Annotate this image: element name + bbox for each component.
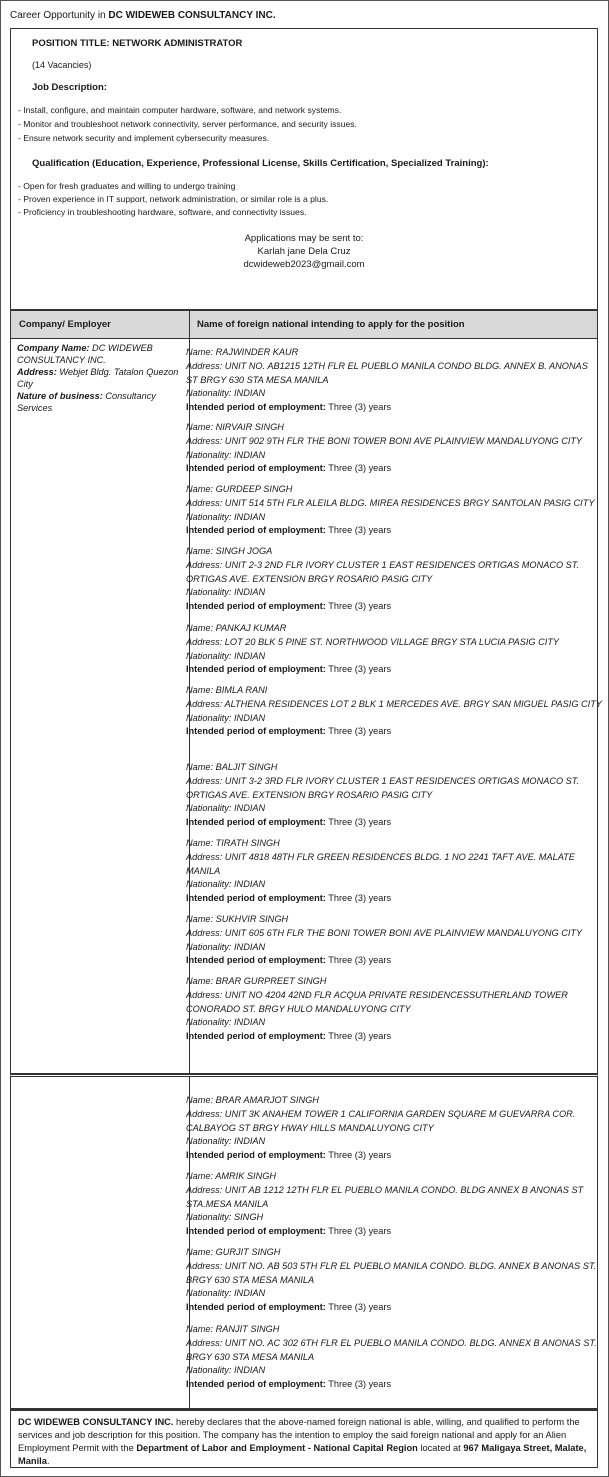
employment-period (186, 600, 602, 614)
footer-text: hereby declares that the above-named foreign national is able, willing, and qualified to perform the services and job description for this position. The company has the intention to employ the said foreign national and apply for an Alien Employment Permit with the (18, 1417, 580, 1453)
applicant-entry (186, 421, 602, 476)
declaration-footer (10, 1409, 598, 1468)
employment-period (186, 1149, 602, 1163)
applicant-nationality: Nationality: INDIAN (186, 1136, 266, 1147)
applicant-name: Name: TIRATH SINGH (186, 838, 280, 848)
job-description-item: - Monitor and troubleshoot network connectivity, server performance, and security issues. (18, 117, 357, 131)
employment-period-label: Intended period of employment: (186, 817, 326, 828)
employment-period (186, 1378, 602, 1392)
employer-cell (17, 342, 182, 414)
company-name-value: DC WIDEWEB CONSULTANCY INC. (17, 343, 153, 365)
vacancies: (14 Vacancies) (32, 60, 92, 70)
applicant-address: Address: UNIT 2-3 2ND FLR IVORY CLUSTER 1 EAST RESIDENCES ORTIGAS MONACO ST. ORTIGAS AVE. EXTENSION BRGY ROSARIO PASIG CITY (186, 559, 580, 584)
applicant-nationality: Nationality: SINGH (186, 1212, 264, 1223)
applicant-entry (186, 1323, 602, 1392)
applicant-name: Name: GURJIT SINGH (186, 1247, 281, 1257)
applicant-address: Address: UNIT 902 9TH FLR THE BONI TOWER BONI AVE PLAINVIEW MANDALUYONG CITY (186, 435, 583, 446)
applicant-name: Name: BRAR GURPREET SINGH (186, 976, 327, 986)
applicant-entry (186, 1094, 602, 1163)
applicant-nationality: Nationality: INDIAN (186, 388, 266, 399)
employment-period-label: Intended period of employment: (186, 955, 326, 966)
applicant-address: Address: UNIT 3-2 3RD FLR IVORY CLUSTER 1 EAST RESIDENCES ORTIGAS MONACO ST. ORTIGAS AVE. EXTENSION BRGY ROSARIO PASIG CITY (186, 775, 580, 800)
address-label: Address: (17, 367, 57, 377)
applicant-entry (186, 1246, 602, 1315)
employment-period-value: Three (3) years (325, 525, 392, 536)
employment-period-value: Three (3) years (325, 1379, 392, 1390)
employment-period-label: Intended period of employment: (186, 726, 326, 737)
applicant-nationality: Nationality: INDIAN (186, 1365, 266, 1376)
applicant-address: Address: UNIT AB 1212 12TH FLR EL PUEBLO MANILA CONDO. BLDG ANNEX B ANONAS ST STA.MESA MANILA (186, 1184, 584, 1209)
applicant-nationality: Nationality: INDIAN (186, 712, 266, 723)
qualification-list (18, 180, 328, 219)
applicant-entry (186, 975, 602, 1044)
employment-period-label: Intended period of employment: (186, 1226, 326, 1237)
employment-period-value: Three (3) years (325, 664, 392, 675)
applicant-nationality: Nationality: INDIAN (186, 449, 266, 460)
business-value: Consultancy Services (17, 391, 156, 413)
applicant-entry (186, 483, 602, 538)
applicant-nationality: Nationality: INDIAN (186, 803, 266, 814)
employment-period-value: Three (3) years (325, 726, 392, 737)
employment-period-value: Three (3) years (325, 463, 392, 474)
applicant-address: Address: UNIT 3K ANAHEM TOWER 1 CALIFORNIA GARDEN SQUARE M GUEVARRA COR. CALBAYOG ST BRGY HWAY HILLS MANDALUYONG CITY (186, 1108, 576, 1133)
employment-period-value: Three (3) years (325, 402, 392, 413)
table-header (10, 310, 598, 339)
job-description-item: - Ensure network security and implement cybersecurity measures. (18, 131, 357, 145)
applicant-entry (186, 761, 602, 830)
employment-period (186, 1030, 602, 1044)
employment-period (186, 725, 602, 739)
employment-period-label: Intended period of employment: (186, 893, 326, 904)
employment-period (186, 663, 602, 677)
applicant-nationality: Nationality: INDIAN (186, 1288, 266, 1299)
employment-period (186, 1225, 602, 1239)
footer-text: . (46, 1456, 50, 1466)
employment-period (186, 816, 602, 830)
applicant-name: Name: GURDEEP SINGH (186, 484, 293, 494)
applicant-address: Address: UNIT NO. AC 302 6TH FLR EL PUEBLO MANILA CONDO. BLDG. ANNEX B ANONAS ST. BRGY 630 STA MESA MANILA (186, 1337, 597, 1362)
employment-period (186, 462, 602, 476)
applicant-name: Name: RAJWINDER KAUR (186, 347, 299, 357)
qualification-item: - Open for fresh graduates and willing to undergo training (18, 180, 328, 193)
applicant-name: Name: BALJIT SINGH (186, 762, 278, 772)
contact-email[interactable]: dcwideweb2023@gmail.com (243, 259, 365, 270)
employment-period-label: Intended period of employment: (186, 1031, 326, 1042)
contact-name: Karlah jane Dela Cruz (257, 246, 351, 257)
employment-period-label: Intended period of employment: (186, 525, 326, 536)
employment-period-label: Intended period of employment: (186, 1379, 326, 1390)
address-value: Webjet Bldg. Tatalon Quezon City (17, 367, 179, 389)
page-header (10, 10, 276, 21)
qualification-label: Qualification (Education, Experience, Professional License, Skills Certification, Specialized Training): (32, 158, 489, 169)
company-name-label: Company Name: (17, 343, 90, 353)
applicant-name: Name: BIMLA RANI (186, 685, 268, 695)
employment-period-value: Three (3) years (325, 1302, 392, 1313)
applicant-nationality: Nationality: INDIAN (186, 650, 266, 661)
footer-company: DC WIDEWEB CONSULTANCY INC. (18, 1417, 174, 1427)
applicant-address: Address: UNIT 605 6TH FLR THE BONI TOWER BONI AVE PLAINVIEW MANDALUYONG CITY (186, 927, 583, 938)
employment-period-value: Three (3) years (325, 601, 392, 612)
employment-period-value: Three (3) years (325, 817, 392, 828)
applicant-nationality: Nationality: INDIAN (186, 511, 266, 522)
applicant-name: Name: SINGH JOGA (186, 546, 273, 556)
employment-period (186, 892, 602, 906)
job-description-label: Job Description: (32, 82, 107, 93)
col-header-employer: Company/ Employer (19, 319, 111, 330)
applicant-name: Name: NIRVAIR SINGH (186, 422, 284, 432)
footer-dole: Department of Labor and Employment - National Capital Region (136, 1443, 418, 1453)
apply-line: Applications may be sent to: (244, 233, 364, 244)
position-info-box (10, 28, 598, 310)
employment-period-value: Three (3) years (325, 1226, 392, 1237)
applicant-name: Name: PANKAJ KUMAR (186, 623, 287, 633)
footer-text: located at (417, 1443, 464, 1453)
footer-address: 967 Maligaya Street, Malate, Manila (18, 1443, 587, 1466)
employment-period-label: Intended period of employment: (186, 664, 326, 675)
header-company: DC WIDEWEB CONSULTANCY INC. (108, 10, 276, 21)
position-title: POSITION TITLE: NETWORK ADMINISTRATOR (32, 38, 243, 49)
col-header-foreign-national: Name of foreign national intending to apply for the position (197, 319, 465, 330)
employment-period (186, 954, 602, 968)
qualification-item: - Proficiency in troubleshooting hardware, software, and connectivity issues. (18, 206, 328, 219)
applicant-entry (186, 545, 602, 614)
applicant-address: Address: UNIT 4818 48TH FLR GREEN RESIDENCES BLDG. 1 NO 2241 TAFT AVE. MALATE MANILA (186, 851, 575, 876)
employment-period-label: Intended period of employment: (186, 463, 326, 474)
applicant-entry (186, 913, 602, 968)
job-description-list (18, 103, 357, 145)
applicant-entry (186, 837, 602, 906)
employment-period-label: Intended period of employment: (186, 601, 326, 612)
applicant-entry (186, 684, 602, 739)
applicant-nationality: Nationality: INDIAN (186, 879, 266, 890)
applicant-address: Address: UNIT NO. AB 503 5TH FLR EL PUEBLO MANILA CONDO. BLDG. ANNEX B ANONAS ST. BRGY 630 STA MESA MANILA (186, 1260, 597, 1285)
employment-period (186, 1301, 602, 1315)
business-label: Nature of business: (17, 391, 103, 401)
applicant-address: Address: UNIT 514 5TH FLR ALEILA BLDG. MIREA RESIDENCES BRGY SANTOLAN PASIG CITY (186, 497, 595, 508)
applicant-entry (186, 1170, 602, 1239)
applicant-address: Address: LOT 20 BLK 5 PINE ST. NORTHWOOD VILLAGE BRGY STA LUCIA PASIG CITY (186, 636, 560, 647)
applicant-name: Name: BRAR AMARJOT SINGH (186, 1095, 319, 1105)
applicant-nationality: Nationality: INDIAN (186, 587, 266, 598)
application-contact (11, 232, 597, 271)
applicant-name: Name: RANJIT SINGH (186, 1324, 280, 1334)
job-description-item: - Install, configure, and maintain computer hardware, software, and network systems. (18, 103, 357, 117)
applicant-address: Address: UNIT NO. AB1215 12TH FLR EL PUEBLO MANILA CONDO BLDG. ANNEX B. ANONAS ST BRGY 630 STA MESA MANILA (186, 360, 588, 385)
employment-period-label: Intended period of employment: (186, 1302, 326, 1313)
applicant-nationality: Nationality: INDIAN (186, 941, 266, 952)
employment-period-value: Three (3) years (325, 1150, 392, 1161)
employment-period-value: Three (3) years (325, 893, 392, 904)
applicant-address: Address: UNIT NO 4204 42ND FLR ACQUA PRIVATE RESIDENCESSUTHERLAND TOWER CONORADO ST. BRGY HULO MANDALUYONG CITY (186, 989, 568, 1014)
column-divider (189, 311, 190, 338)
header-prefix: Career Opportunity in (10, 10, 109, 21)
applicant-name: Name: AMRIK SINGH (186, 1171, 277, 1181)
applicant-entry (186, 346, 602, 415)
employment-period-label: Intended period of employment: (186, 1150, 326, 1161)
qualification-item: - Proven experience in IT support, network administration, or similar role is a plus. (18, 193, 328, 206)
applicant-entry (186, 622, 602, 677)
applicant-address: Address: ALTHENA RESIDENCES LOT 2 BLK 1 MERCEDES AVE. BRGY SAN MIGUEL PASIG CITY (186, 698, 602, 709)
employment-period-label: Intended period of employment: (186, 402, 326, 413)
employment-period (186, 401, 602, 415)
applicant-name: Name: SUKHVIR SINGH (186, 914, 289, 924)
employment-period-value: Three (3) years (325, 1031, 392, 1042)
applicant-nationality: Nationality: INDIAN (186, 1017, 266, 1028)
employment-period-value: Three (3) years (325, 955, 392, 966)
employment-period (186, 524, 602, 538)
